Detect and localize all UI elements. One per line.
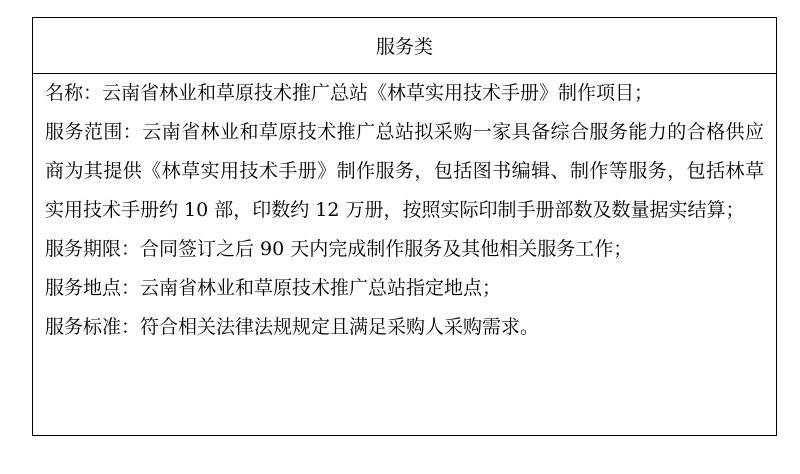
table-header-service-category: 服务类 xyxy=(33,18,776,74)
service-table xyxy=(32,17,777,436)
item-service-period: 服务期限：合同签订之后 90 天内完成制作服务及其他相关服务工作； xyxy=(45,238,633,260)
item-service-location: 服务地点：云南省林业和草原技术推广总站指定地点； xyxy=(45,277,502,299)
table-body xyxy=(33,74,776,347)
item-service-scope: 服务范围：云南省林业和草原技术推广总站拟采购一家具备综合服务能力的合格供应商为其提供《林草实用技术手册》制作服务，包括图书编辑、制作等服务，包括林草实用技术手册约 10 部，印数约 12 万册，按照实际印制手册部数及数量据实结算； xyxy=(45,121,764,221)
item-service-standard: 服务标准：符合相关法律法规规定且满足采购人采购需求。 xyxy=(45,316,540,338)
item-name: 名称：云南省林业和草原技术推广总站《林草实用技术手册》制作项目； xyxy=(45,82,654,104)
